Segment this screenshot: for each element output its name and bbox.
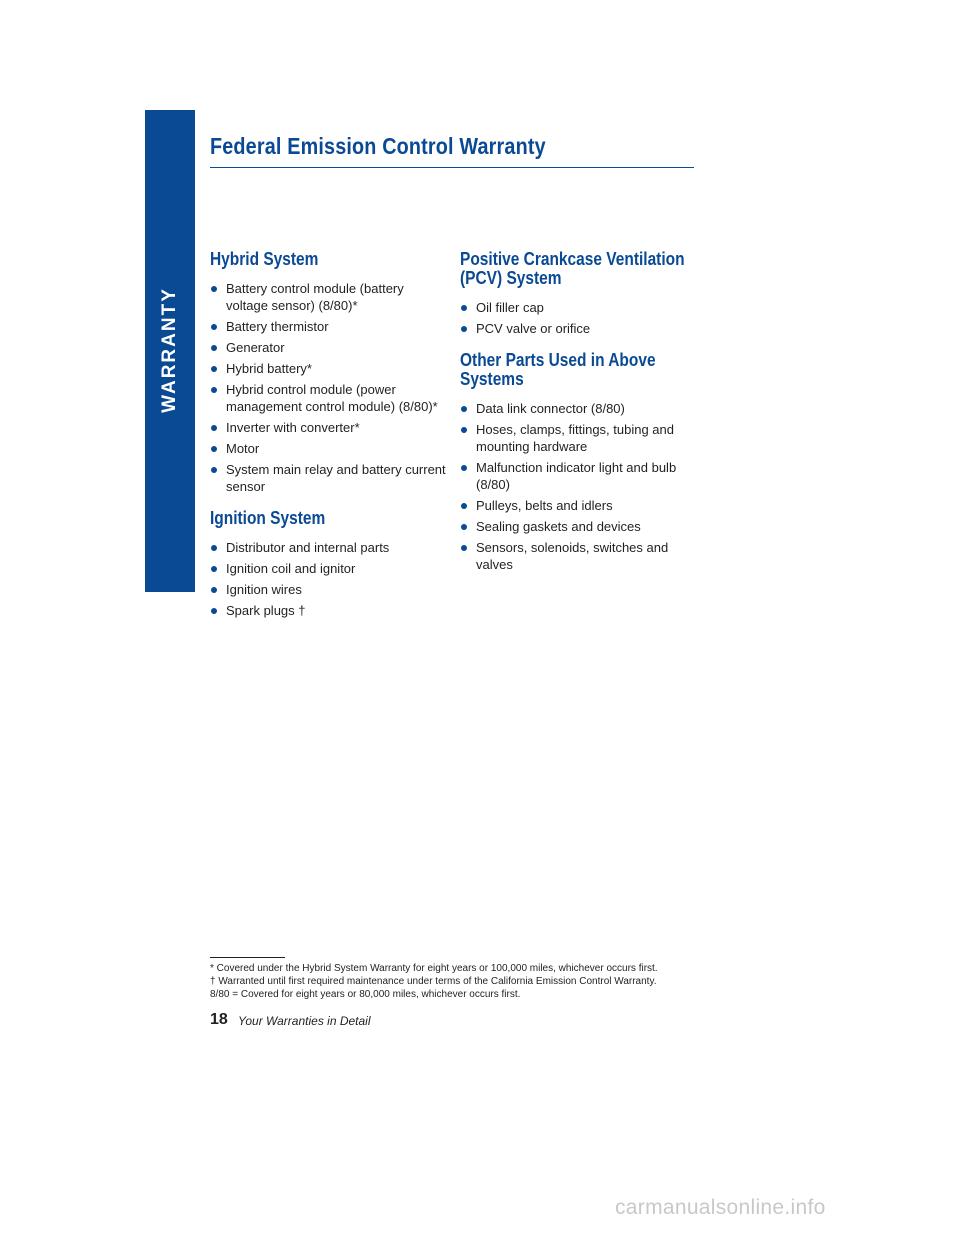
list-item-text: Ignition coil and ignitor [226, 561, 356, 576]
list-item [210, 602, 446, 619]
bullet-icon [461, 406, 467, 412]
bullet-icon [461, 524, 467, 530]
list-item [210, 318, 446, 335]
section-hybrid-system [210, 250, 446, 495]
bullet-icon [461, 305, 467, 311]
list-item-text: Sealing gaskets and devices [476, 519, 641, 534]
list-item [460, 539, 696, 573]
bullet-list [460, 400, 696, 573]
section-other-parts [460, 351, 696, 573]
list-item [460, 299, 696, 316]
bullet-icon [211, 324, 217, 330]
list-item [210, 339, 446, 356]
section-heading: Ignition System [210, 508, 326, 528]
list-item [210, 440, 446, 457]
list-item [460, 497, 696, 514]
bullet-icon [461, 465, 467, 471]
bullet-icon [461, 503, 467, 509]
list-item-text: Data link connector (8/80) [476, 401, 625, 416]
bullet-icon [211, 545, 217, 551]
list-item [210, 381, 446, 415]
right-column [460, 250, 696, 587]
list-item-text: Battery thermistor [226, 319, 329, 334]
bullet-icon [211, 467, 217, 473]
bullet-icon [211, 425, 217, 431]
section-heading-line: Positive Crankcase Ventilation [460, 249, 685, 269]
list-item [460, 320, 696, 337]
section-ignition-system [210, 509, 446, 619]
list-item-text: Malfunction indicator light and bulb (8/80) [476, 460, 677, 492]
bullet-list [460, 299, 696, 337]
watermark: carmanualsonline.info [615, 1196, 826, 1219]
section-heading-line: Other Parts Used in Above [460, 350, 656, 370]
bullet-icon [211, 286, 217, 292]
list-item-text: Hybrid battery* [226, 361, 312, 376]
list-item [210, 419, 446, 436]
section-heading: Hybrid System [210, 249, 319, 269]
list-item [210, 461, 446, 495]
list-item [210, 280, 446, 314]
list-item-text: Hybrid control module (power management control module) (8/80)* [226, 382, 438, 414]
footnote-8-80: 8/80 = Covered for eight years or 80,000 miles, whichever occurs first. [210, 989, 521, 1000]
list-item [210, 539, 446, 556]
list-item [460, 400, 696, 417]
bullet-icon [211, 566, 217, 572]
list-item-text: Pulleys, belts and idlers [476, 498, 613, 513]
list-item-text: PCV valve or orifice [476, 321, 591, 336]
bullet-icon [461, 427, 467, 433]
list-item [460, 518, 696, 535]
left-column [210, 250, 446, 633]
list-item-text: Oil filler cap [476, 300, 544, 315]
side-tab-label: WARRANTY [159, 287, 180, 413]
bullet-icon [211, 446, 217, 452]
section-heading [460, 249, 685, 288]
list-item-text: Spark plugs † [226, 603, 306, 618]
list-item-text: Ignition wires [226, 582, 302, 597]
section-heading [460, 351, 663, 389]
list-item-text: Battery control module (battery voltage sensor) (8/80)* [226, 281, 404, 313]
list-item [460, 421, 696, 455]
section-pcv-system [460, 250, 696, 337]
list-item-text: Inverter with converter* [226, 420, 360, 435]
bullet-icon [211, 587, 217, 593]
page-section-label: Your Warranties in Detail [238, 1014, 371, 1028]
list-item-text: Motor [226, 441, 260, 456]
side-tab [145, 110, 195, 592]
footnote-dagger: † Warranted until first required maintenance under terms of the California Emission Control Warranty. [210, 976, 657, 987]
list-item-text: Distributor and internal parts [226, 540, 390, 555]
page-title: Federal Emission Control Warranty [210, 133, 546, 159]
bullet-list [210, 280, 446, 495]
footnotes [210, 962, 730, 1001]
bullet-icon [211, 387, 217, 393]
list-item [210, 360, 446, 377]
list-item [210, 581, 446, 598]
bullet-icon [461, 326, 467, 332]
list-item-text: Sensors, solenoids, switches and valves [476, 540, 669, 572]
title-divider [210, 167, 694, 168]
bullet-icon [461, 545, 467, 551]
bullet-icon [211, 608, 217, 614]
list-item [210, 560, 446, 577]
section-heading-line: (PCV) System [460, 268, 562, 288]
bullet-icon [211, 345, 217, 351]
bullet-list [210, 539, 446, 619]
list-item-text: Generator [226, 340, 285, 355]
list-item-text: Hoses, clamps, fittings, tubing and mounting hardware [476, 422, 674, 454]
list-item [460, 459, 696, 493]
footnote-divider [210, 957, 285, 958]
section-heading-line: Systems [460, 369, 524, 389]
bullet-icon [211, 366, 217, 372]
footnote-hybrid: * Covered under the Hybrid System Warranty for eight years or 100,000 miles, whichever occurs first. [210, 963, 658, 974]
list-item-text: System main relay and battery current sensor [226, 462, 446, 494]
page-number: 18 [210, 1011, 228, 1028]
